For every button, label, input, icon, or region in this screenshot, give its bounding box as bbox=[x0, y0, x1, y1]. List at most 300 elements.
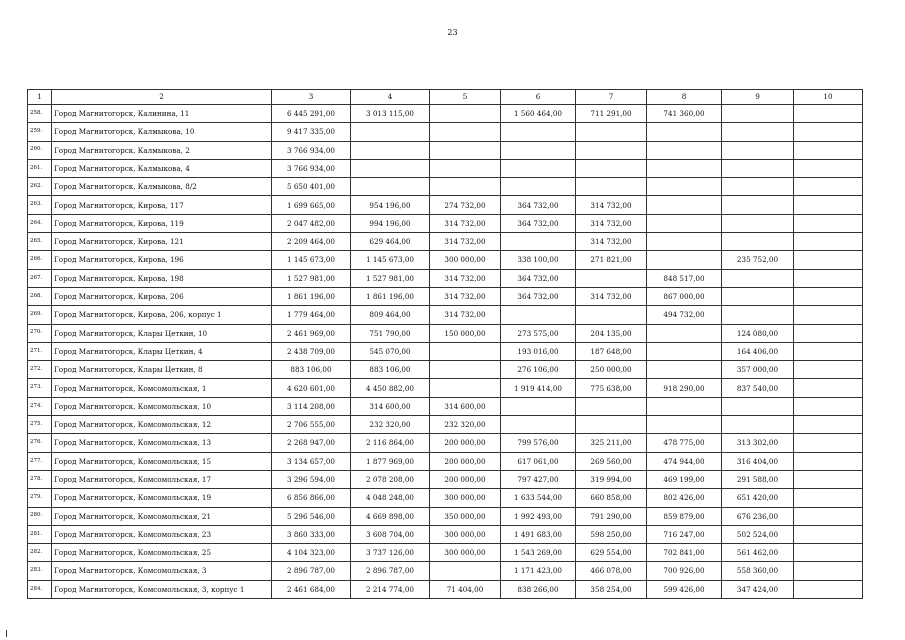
amount-cell bbox=[576, 178, 647, 196]
amount-cell: 4 620 601,00 bbox=[272, 379, 351, 397]
amount-cell: 2 214 774,00 bbox=[351, 580, 430, 598]
table-row bbox=[28, 105, 863, 123]
amount-cell bbox=[647, 416, 722, 434]
amount-cell bbox=[501, 178, 576, 196]
table-row bbox=[28, 580, 863, 598]
amount-cell: 676 236,00 bbox=[722, 507, 794, 525]
row-number: 260. bbox=[28, 141, 52, 159]
amount-cell bbox=[576, 123, 647, 141]
column-number: 7 bbox=[576, 90, 647, 105]
amount-cell bbox=[794, 507, 863, 525]
table-row bbox=[28, 489, 863, 507]
amount-cell bbox=[647, 251, 722, 269]
amount-cell: 314 732,00 bbox=[430, 287, 501, 305]
amount-cell: 300 000,00 bbox=[430, 525, 501, 543]
amount-cell bbox=[647, 178, 722, 196]
amount-cell bbox=[794, 123, 863, 141]
amount-cell: 314 600,00 bbox=[430, 397, 501, 415]
amount-cell bbox=[722, 397, 794, 415]
amount-cell: 1 145 673,00 bbox=[272, 251, 351, 269]
table-row bbox=[28, 434, 863, 452]
address-cell: Город Магнитогорск, Комсомольская, 21 bbox=[52, 507, 272, 525]
amount-cell: 558 360,00 bbox=[722, 562, 794, 580]
amount-cell bbox=[794, 269, 863, 287]
amount-cell: 2 047 482,00 bbox=[272, 214, 351, 232]
amount-cell: 314 732,00 bbox=[576, 287, 647, 305]
address-cell: Город Магнитогорск, Кирова, 121 bbox=[52, 233, 272, 251]
amount-cell: 269 560,00 bbox=[576, 452, 647, 470]
amount-cell: 2 896 787,00 bbox=[351, 562, 430, 580]
amount-cell: 1 491 683,00 bbox=[501, 525, 576, 543]
table-row bbox=[28, 397, 863, 415]
table-row bbox=[28, 452, 863, 470]
amount-cell bbox=[794, 416, 863, 434]
table-row bbox=[28, 233, 863, 251]
amount-cell bbox=[576, 397, 647, 415]
amount-cell: 809 464,00 bbox=[351, 306, 430, 324]
table-row bbox=[28, 525, 863, 543]
row-number: 284. bbox=[28, 580, 52, 598]
address-cell: Город Магнитогорск, Комсомольская, 13 bbox=[52, 434, 272, 452]
amount-cell: 347 424,00 bbox=[722, 580, 794, 598]
amount-cell bbox=[430, 379, 501, 397]
row-number: 274. bbox=[28, 397, 52, 415]
table-row bbox=[28, 123, 863, 141]
amount-cell: 314 732,00 bbox=[430, 233, 501, 251]
amount-cell: 2 116 864,00 bbox=[351, 434, 430, 452]
amount-cell: 561 462,00 bbox=[722, 544, 794, 562]
amount-cell: 319 994,00 bbox=[576, 470, 647, 488]
amount-cell bbox=[647, 141, 722, 159]
address-cell: Город Магнитогорск, Калмыкова, 8/2 bbox=[52, 178, 272, 196]
amount-cell bbox=[501, 123, 576, 141]
amount-cell bbox=[794, 214, 863, 232]
amount-cell: 364 732,00 bbox=[501, 287, 576, 305]
amount-cell bbox=[794, 562, 863, 580]
amount-cell bbox=[351, 159, 430, 177]
amount-cell bbox=[647, 159, 722, 177]
amount-cell: 802 426,00 bbox=[647, 489, 722, 507]
amount-cell: 466 078,00 bbox=[576, 562, 647, 580]
amount-cell: 1 171 423,00 bbox=[501, 562, 576, 580]
table-row bbox=[28, 178, 863, 196]
page-number: 23 bbox=[447, 28, 458, 37]
amount-cell: 2 461 969,00 bbox=[272, 324, 351, 342]
amount-cell: 6 445 291,00 bbox=[272, 105, 351, 123]
amount-cell bbox=[722, 105, 794, 123]
amount-cell: 2 209 464,00 bbox=[272, 233, 351, 251]
amount-cell: 300 000,00 bbox=[430, 489, 501, 507]
amount-cell bbox=[430, 342, 501, 360]
amount-cell bbox=[722, 233, 794, 251]
row-number: 278. bbox=[28, 470, 52, 488]
amount-cell: 338 100,00 bbox=[501, 251, 576, 269]
row-number: 261. bbox=[28, 159, 52, 177]
amount-cell: 3 114 208,00 bbox=[272, 397, 351, 415]
amount-cell: 200 000,00 bbox=[430, 452, 501, 470]
amount-cell: 741 360,00 bbox=[647, 105, 722, 123]
amount-cell: 271 821,00 bbox=[576, 251, 647, 269]
amount-cell bbox=[501, 141, 576, 159]
amount-cell bbox=[647, 397, 722, 415]
amount-cell bbox=[794, 196, 863, 214]
amount-cell bbox=[430, 159, 501, 177]
amount-cell bbox=[501, 306, 576, 324]
address-cell: Город Магнитогорск, Комсомольская, 10 bbox=[52, 397, 272, 415]
row-number: 273. bbox=[28, 379, 52, 397]
table-row bbox=[28, 562, 863, 580]
amount-cell bbox=[576, 306, 647, 324]
amount-cell: 797 427,00 bbox=[501, 470, 576, 488]
table-row bbox=[28, 342, 863, 360]
address-cell: Город Магнитогорск, Клары Цеткин, 4 bbox=[52, 342, 272, 360]
amount-cell: 1 527 981,00 bbox=[351, 269, 430, 287]
column-number: 1 bbox=[28, 90, 52, 105]
column-number-row bbox=[28, 90, 863, 105]
table-row bbox=[28, 251, 863, 269]
amount-cell: 660 858,00 bbox=[576, 489, 647, 507]
amount-cell: 232 320,00 bbox=[430, 416, 501, 434]
amount-cell: 4 048 248,00 bbox=[351, 489, 430, 507]
amount-cell: 1 527 981,00 bbox=[272, 269, 351, 287]
amount-cell bbox=[722, 178, 794, 196]
amount-cell: 848 517,00 bbox=[647, 269, 722, 287]
row-number: 268. bbox=[28, 287, 52, 305]
amount-cell bbox=[351, 178, 430, 196]
address-cell: Город Магнитогорск, Комсомольская, 12 bbox=[52, 416, 272, 434]
table-row bbox=[28, 214, 863, 232]
amount-cell: 274 732,00 bbox=[430, 196, 501, 214]
address-cell: Город Магнитогорск, Комсомольская, 3, корпус 1 bbox=[52, 580, 272, 598]
amount-cell: 617 061,00 bbox=[501, 452, 576, 470]
table-row bbox=[28, 507, 863, 525]
amount-cell: 193 016,00 bbox=[501, 342, 576, 360]
amount-cell: 2 461 684,00 bbox=[272, 580, 351, 598]
address-cell: Город Магнитогорск, Комсомольская, 1 bbox=[52, 379, 272, 397]
amount-cell bbox=[722, 141, 794, 159]
amount-cell: 300 000,00 bbox=[430, 251, 501, 269]
amount-cell: 651 420,00 bbox=[722, 489, 794, 507]
amount-cell: 357 000,00 bbox=[722, 361, 794, 379]
table-row bbox=[28, 324, 863, 342]
amount-cell: 314 732,00 bbox=[430, 269, 501, 287]
amount-cell: 313 302,00 bbox=[722, 434, 794, 452]
amount-cell: 350 000,00 bbox=[430, 507, 501, 525]
amount-cell bbox=[794, 306, 863, 324]
amount-cell: 1 861 196,00 bbox=[351, 287, 430, 305]
address-cell: Город Магнитогорск, Кирова, 196 bbox=[52, 251, 272, 269]
amount-cell: 325 211,00 bbox=[576, 434, 647, 452]
amount-cell: 3 296 594,00 bbox=[272, 470, 351, 488]
row-number: 272. bbox=[28, 361, 52, 379]
row-number: 269. bbox=[28, 306, 52, 324]
table-row bbox=[28, 470, 863, 488]
address-cell: Город Магнитогорск, Кирова, 117 bbox=[52, 196, 272, 214]
address-cell: Город Магнитогорск, Калинина, 11 bbox=[52, 105, 272, 123]
address-cell: Город Магнитогорск, Кирова, 198 bbox=[52, 269, 272, 287]
column-number: 6 bbox=[501, 90, 576, 105]
amount-cell: 1 145 673,00 bbox=[351, 251, 430, 269]
amount-cell: 1 633 544,00 bbox=[501, 489, 576, 507]
table-row bbox=[28, 159, 863, 177]
amount-cell: 1 699 665,00 bbox=[272, 196, 351, 214]
amount-cell: 598 250,00 bbox=[576, 525, 647, 543]
address-cell: Город Магнитогорск, Кирова, 206 bbox=[52, 287, 272, 305]
amount-cell: 314 732,00 bbox=[576, 214, 647, 232]
amount-cell bbox=[351, 123, 430, 141]
amount-cell: 150 000,00 bbox=[430, 324, 501, 342]
amount-cell bbox=[576, 141, 647, 159]
amount-cell bbox=[501, 159, 576, 177]
amount-cell bbox=[794, 324, 863, 342]
amount-cell bbox=[430, 178, 501, 196]
row-number: 276. bbox=[28, 434, 52, 452]
row-number: 265. bbox=[28, 233, 52, 251]
amount-cell: 1 919 414,00 bbox=[501, 379, 576, 397]
address-cell: Город Магнитогорск, Комсомольская, 25 bbox=[52, 544, 272, 562]
row-number: 283. bbox=[28, 562, 52, 580]
amount-cell bbox=[501, 416, 576, 434]
address-cell: Город Магнитогорск, Комсомольская, 15 bbox=[52, 452, 272, 470]
amount-cell: 204 135,00 bbox=[576, 324, 647, 342]
amount-cell bbox=[794, 105, 863, 123]
amount-cell: 1 543 269,00 bbox=[501, 544, 576, 562]
address-cell: Город Магнитогорск, Комсомольская, 19 bbox=[52, 489, 272, 507]
amount-cell: 3 766 934,00 bbox=[272, 141, 351, 159]
amount-cell: 5 296 546,00 bbox=[272, 507, 351, 525]
row-number: 264. bbox=[28, 214, 52, 232]
row-number: 259. bbox=[28, 123, 52, 141]
amount-cell: 545 070,00 bbox=[351, 342, 430, 360]
amount-cell: 716 247,00 bbox=[647, 525, 722, 543]
amount-cell: 3 608 704,00 bbox=[351, 525, 430, 543]
amount-cell: 469 199,00 bbox=[647, 470, 722, 488]
table-row bbox=[28, 544, 863, 562]
address-cell: Город Магнитогорск, Комсомольская, 23 bbox=[52, 525, 272, 543]
amount-cell: 4 450 882,00 bbox=[351, 379, 430, 397]
amount-cell: 364 732,00 bbox=[501, 196, 576, 214]
amount-cell: 775 638,00 bbox=[576, 379, 647, 397]
row-number: 282. bbox=[28, 544, 52, 562]
column-number: 4 bbox=[351, 90, 430, 105]
amount-cell: 1 992 493,00 bbox=[501, 507, 576, 525]
amount-cell: 918 290,00 bbox=[647, 379, 722, 397]
amount-cell: 837 540,00 bbox=[722, 379, 794, 397]
amount-cell: 494 732,00 bbox=[647, 306, 722, 324]
row-number: 277. bbox=[28, 452, 52, 470]
amount-cell: 791 290,00 bbox=[576, 507, 647, 525]
amount-cell bbox=[794, 580, 863, 598]
amount-cell: 164 406,00 bbox=[722, 342, 794, 360]
amount-cell: 599 426,00 bbox=[647, 580, 722, 598]
address-cell: Город Магнитогорск, Клары Цеткин, 10 bbox=[52, 324, 272, 342]
amount-cell: 291 588,00 bbox=[722, 470, 794, 488]
amount-cell bbox=[794, 544, 863, 562]
amount-cell bbox=[647, 342, 722, 360]
address-cell: Город Магнитогорск, Комсомольская, 17 bbox=[52, 470, 272, 488]
table-row bbox=[28, 306, 863, 324]
column-number: 10 bbox=[794, 90, 863, 105]
amount-cell bbox=[722, 214, 794, 232]
amount-cell bbox=[501, 397, 576, 415]
amount-cell bbox=[351, 141, 430, 159]
amount-cell: 883 106,00 bbox=[351, 361, 430, 379]
amount-cell: 629 464,00 bbox=[351, 233, 430, 251]
amount-cell: 2 706 555,00 bbox=[272, 416, 351, 434]
amount-cell: 3 013 115,00 bbox=[351, 105, 430, 123]
amount-cell: 711 291,00 bbox=[576, 105, 647, 123]
scan-edge-mark bbox=[6, 630, 7, 637]
amount-cell: 124 080,00 bbox=[722, 324, 794, 342]
row-number: 270. bbox=[28, 324, 52, 342]
amount-cell: 9 417 335,00 bbox=[272, 123, 351, 141]
row-number: 263. bbox=[28, 196, 52, 214]
amount-cell: 867 000,00 bbox=[647, 287, 722, 305]
amount-cell bbox=[576, 159, 647, 177]
amount-cell: 859 879,00 bbox=[647, 507, 722, 525]
amount-cell: 232 320,00 bbox=[351, 416, 430, 434]
row-number: 266. bbox=[28, 251, 52, 269]
address-cell: Город Магнитогорск, Клары Цеткин, 8 bbox=[52, 361, 272, 379]
amount-cell: 2 078 208,00 bbox=[351, 470, 430, 488]
amount-cell bbox=[794, 342, 863, 360]
amount-cell: 1 779 464,00 bbox=[272, 306, 351, 324]
amount-cell bbox=[722, 196, 794, 214]
amount-cell: 200 000,00 bbox=[430, 434, 501, 452]
amount-cell bbox=[794, 251, 863, 269]
amount-cell: 314 732,00 bbox=[576, 196, 647, 214]
address-cell: Город Магнитогорск, Кирова, 119 bbox=[52, 214, 272, 232]
row-number: 262. bbox=[28, 178, 52, 196]
amount-cell: 1 861 196,00 bbox=[272, 287, 351, 305]
amount-cell bbox=[647, 214, 722, 232]
amount-cell: 478 775,00 bbox=[647, 434, 722, 452]
amount-cell: 300 000,00 bbox=[430, 544, 501, 562]
amount-cell: 2 268 947,00 bbox=[272, 434, 351, 452]
amount-cell: 629 554,00 bbox=[576, 544, 647, 562]
table-row bbox=[28, 287, 863, 305]
amount-cell bbox=[794, 470, 863, 488]
amount-cell: 364 732,00 bbox=[501, 269, 576, 287]
amount-cell bbox=[647, 361, 722, 379]
column-number: 9 bbox=[722, 90, 794, 105]
column-number: 2 bbox=[52, 90, 272, 105]
amount-cell bbox=[794, 178, 863, 196]
amount-cell: 2 438 709,00 bbox=[272, 342, 351, 360]
amount-cell: 316 404,00 bbox=[722, 452, 794, 470]
column-number: 8 bbox=[647, 90, 722, 105]
table-row bbox=[28, 196, 863, 214]
amount-cell: 502 524,00 bbox=[722, 525, 794, 543]
row-number: 281. bbox=[28, 525, 52, 543]
address-cell: Город Магнитогорск, Калмыкова, 10 bbox=[52, 123, 272, 141]
amount-cell: 314 600,00 bbox=[351, 397, 430, 415]
amount-cell bbox=[794, 452, 863, 470]
amount-cell: 314 732,00 bbox=[430, 214, 501, 232]
row-number: 258. bbox=[28, 105, 52, 123]
amount-cell bbox=[794, 489, 863, 507]
amount-cell: 6 856 866,00 bbox=[272, 489, 351, 507]
row-number: 279. bbox=[28, 489, 52, 507]
amount-cell bbox=[794, 287, 863, 305]
amount-cell bbox=[576, 416, 647, 434]
amount-cell: 702 841,00 bbox=[647, 544, 722, 562]
address-cell: Город Магнитогорск, Калмыкова, 2 bbox=[52, 141, 272, 159]
address-cell: Город Магнитогорск, Калмыкова, 4 bbox=[52, 159, 272, 177]
amount-cell: 994 196,00 bbox=[351, 214, 430, 232]
amount-cell bbox=[501, 233, 576, 251]
amount-cell bbox=[722, 269, 794, 287]
amount-cell: 3 766 934,00 bbox=[272, 159, 351, 177]
amount-cell: 3 860 333,00 bbox=[272, 525, 351, 543]
table-row bbox=[28, 361, 863, 379]
amount-cell bbox=[430, 105, 501, 123]
address-cell: Город Магнитогорск, Кирова, 206, корпус 1 bbox=[52, 306, 272, 324]
amount-cell: 700 926,00 bbox=[647, 562, 722, 580]
column-number: 3 bbox=[272, 90, 351, 105]
amount-cell bbox=[794, 141, 863, 159]
amount-cell bbox=[647, 196, 722, 214]
amount-cell: 751 790,00 bbox=[351, 324, 430, 342]
amount-cell bbox=[722, 159, 794, 177]
amount-cell bbox=[794, 233, 863, 251]
amount-cell: 276 106,00 bbox=[501, 361, 576, 379]
address-cell: Город Магнитогорск, Комсомольская, 3 bbox=[52, 562, 272, 580]
amount-cell: 838 266,00 bbox=[501, 580, 576, 598]
column-number: 5 bbox=[430, 90, 501, 105]
amount-cell bbox=[647, 324, 722, 342]
amount-cell bbox=[722, 123, 794, 141]
table-row bbox=[28, 416, 863, 434]
amount-cell: 3 134 657,00 bbox=[272, 452, 351, 470]
amount-cell bbox=[794, 379, 863, 397]
amount-cell: 5 650 401,00 bbox=[272, 178, 351, 196]
table-row bbox=[28, 269, 863, 287]
amount-cell bbox=[722, 287, 794, 305]
amount-cell: 235 752,00 bbox=[722, 251, 794, 269]
amount-cell bbox=[647, 123, 722, 141]
amount-cell bbox=[647, 233, 722, 251]
amount-cell: 273 575,00 bbox=[501, 324, 576, 342]
amount-cell: 314 732,00 bbox=[430, 306, 501, 324]
row-number: 267. bbox=[28, 269, 52, 287]
amount-cell: 314 732,00 bbox=[576, 233, 647, 251]
amount-cell bbox=[430, 141, 501, 159]
amount-cell bbox=[430, 123, 501, 141]
amount-cell: 1 560 464,00 bbox=[501, 105, 576, 123]
amount-cell: 1 877 969,00 bbox=[351, 452, 430, 470]
amount-cell: 3 737 126,00 bbox=[351, 544, 430, 562]
amount-cell bbox=[430, 562, 501, 580]
amount-cell: 474 944,00 bbox=[647, 452, 722, 470]
housing-repair-table bbox=[27, 89, 863, 599]
row-number: 275. bbox=[28, 416, 52, 434]
amount-cell bbox=[794, 525, 863, 543]
amount-cell bbox=[576, 269, 647, 287]
amount-cell: 71 404,00 bbox=[430, 580, 501, 598]
table-row bbox=[28, 379, 863, 397]
amount-cell bbox=[794, 397, 863, 415]
row-number: 280. bbox=[28, 507, 52, 525]
amount-cell: 187 648,00 bbox=[576, 342, 647, 360]
amount-cell: 250 000,00 bbox=[576, 361, 647, 379]
amount-cell: 954 196,00 bbox=[351, 196, 430, 214]
amount-cell bbox=[722, 416, 794, 434]
amount-cell bbox=[794, 361, 863, 379]
amount-cell bbox=[794, 434, 863, 452]
amount-cell: 2 896 787,00 bbox=[272, 562, 351, 580]
amount-cell: 4 669 898,00 bbox=[351, 507, 430, 525]
